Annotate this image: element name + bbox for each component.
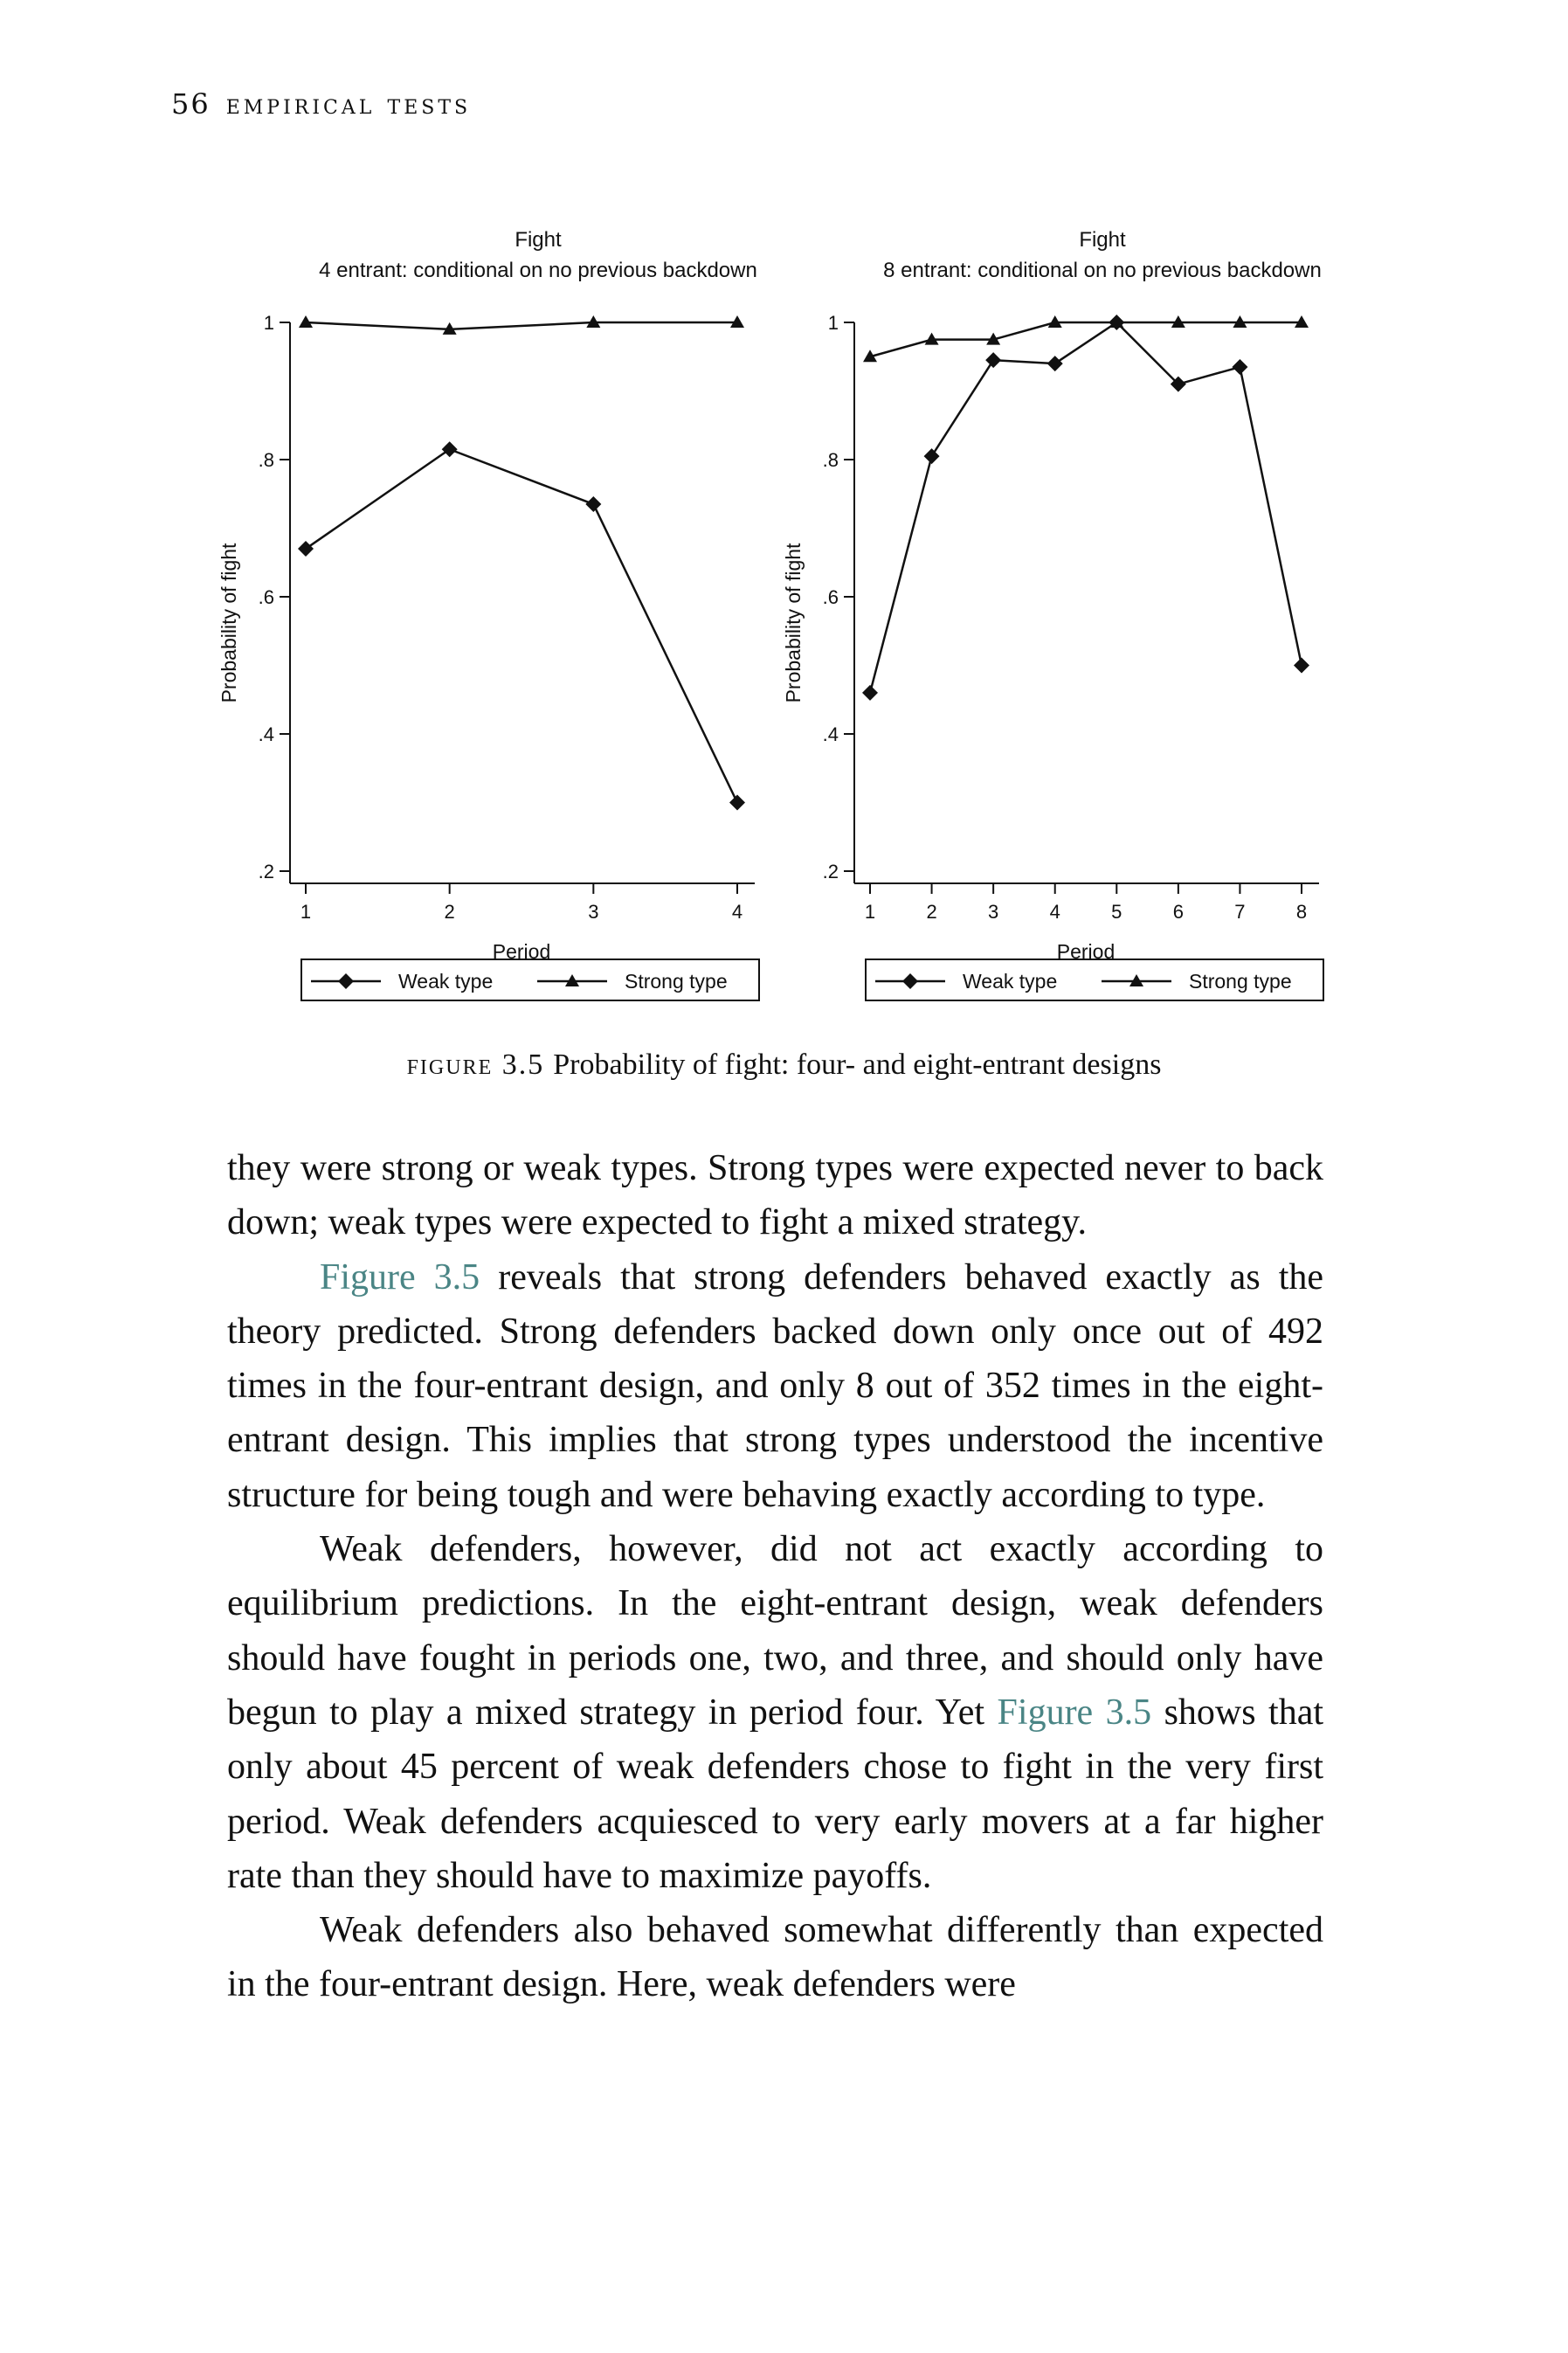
chart-subtitle: 4 entrant: conditional on no previous backdown: [319, 259, 757, 282]
y-tick-label: 1: [827, 312, 839, 334]
y-tick-label: .6: [258, 586, 274, 608]
y-tick-label: .6: [822, 586, 839, 608]
figure-reference-link[interactable]: Figure 3.5: [320, 1256, 480, 1298]
weak-type-point: [729, 795, 745, 811]
series-line-weak-type: [870, 322, 1302, 693]
y-tick-label: .4: [258, 723, 274, 745]
running-head: [171, 87, 471, 121]
x-tick-label: 8: [1295, 901, 1308, 923]
y-tick-label: .2: [822, 861, 839, 882]
section-title: empirical tests: [225, 87, 472, 121]
x-tick-label: 3: [988, 901, 999, 923]
paragraph-4: Weak defenders also behaved somewhat differently than expected in the four-entrant design. Here, weak defenders were: [227, 1910, 1323, 2005]
x-axis-title: Period: [1056, 940, 1116, 963]
legend-weak-marker: [338, 973, 354, 989]
series-line-weak-type: [306, 449, 737, 802]
y-axis-title: Probability of fight: [218, 543, 240, 703]
weak-type-point: [862, 685, 878, 701]
figure-reference-link[interactable]: Figure 3.5: [997, 1692, 1152, 1733]
weak-type-point: [924, 448, 940, 464]
y-tick-label: .4: [822, 723, 839, 745]
series-line-strong-type: [306, 322, 737, 329]
legend-label-strong: Strong type: [625, 970, 728, 993]
legend-label-weak: Weak type: [963, 970, 1058, 993]
figure-caption: [0, 1048, 1568, 1082]
x-tick-label: 6: [1172, 901, 1184, 923]
chart-title: Fight: [515, 228, 562, 252]
chart-title: Fight: [1079, 228, 1126, 252]
weak-type-point: [1232, 359, 1247, 375]
x-tick-label: 7: [1234, 901, 1246, 923]
y-tick-label: .8: [822, 449, 839, 471]
weak-type-point: [985, 352, 1001, 368]
legend-weak-marker: [902, 973, 918, 989]
y-tick-label: .2: [258, 861, 274, 882]
figure-caption-text: Probability of fight: four- and eight-entrant designs: [553, 1048, 1162, 1081]
x-tick-label: 1: [300, 901, 312, 923]
chart-subtitle: 8 entrant: conditional on no previous backdown: [883, 259, 1322, 282]
weak-type-point: [1294, 658, 1309, 674]
strong-type-point: [299, 315, 313, 328]
paragraph-2: [227, 1250, 1323, 1522]
paragraph-3: [227, 1522, 1323, 1903]
legend-label-strong: Strong type: [1189, 970, 1292, 993]
weak-type-point: [298, 541, 314, 557]
y-tick-label: .8: [258, 449, 274, 471]
page-number: 56: [171, 87, 211, 121]
chart-panel-1: [218, 228, 759, 1000]
x-tick-label: 3: [588, 901, 599, 923]
paragraph-3-text-b: shows that only about 45 percent of weak defenders chose to fight in the very first period. Weak defenders acquiesced to very early movers at a far higher rate than they should have to maximize payoffs.: [227, 1692, 1324, 1896]
x-axis-title: Period: [492, 940, 551, 963]
figure-3-5: [201, 214, 1371, 1044]
body-text: [227, 1141, 1323, 2012]
x-tick-label: 4: [1049, 901, 1060, 923]
paragraph-3-text-a: Weak defenders, however, did not act exactly according to equilibrium predictions. In the eight-entrant design, weak defenders should have fought in periods one, two, and three, and should only have begun to play a mixed strategy in period four. Yet: [227, 1529, 1323, 1733]
figure-label: figure 3.5: [406, 1048, 545, 1081]
legend-label-weak: Weak type: [398, 970, 494, 993]
x-tick-label: 5: [1111, 901, 1122, 923]
y-tick-label: 1: [263, 312, 274, 334]
figure-charts: [201, 214, 1371, 1044]
x-tick-label: 2: [444, 901, 455, 923]
weak-type-point: [585, 496, 601, 512]
paragraph-1: they were strong or weak types. Strong types were expected never to back down; weak types were expected to fight a mixed strategy.: [227, 1148, 1323, 1243]
x-tick-label: 2: [926, 901, 937, 923]
y-axis-title: Probability of fight: [782, 543, 805, 703]
weak-type-point: [1047, 356, 1063, 371]
chart-panel-2: [782, 228, 1323, 1000]
paragraph-2-text: reveals that strong defenders behaved exactly as the theory predicted. Strong defenders backed down only once out of 492 times in the four-entrant design, and only 8 out of 352 times in the eight-entrant design. This implies that strong types understood the incentive structure for being tough and were behaving exactly according to type.: [227, 1256, 1323, 1515]
x-tick-label: 4: [731, 901, 743, 923]
x-tick-label: 1: [864, 901, 876, 923]
weak-type-point: [442, 441, 458, 457]
